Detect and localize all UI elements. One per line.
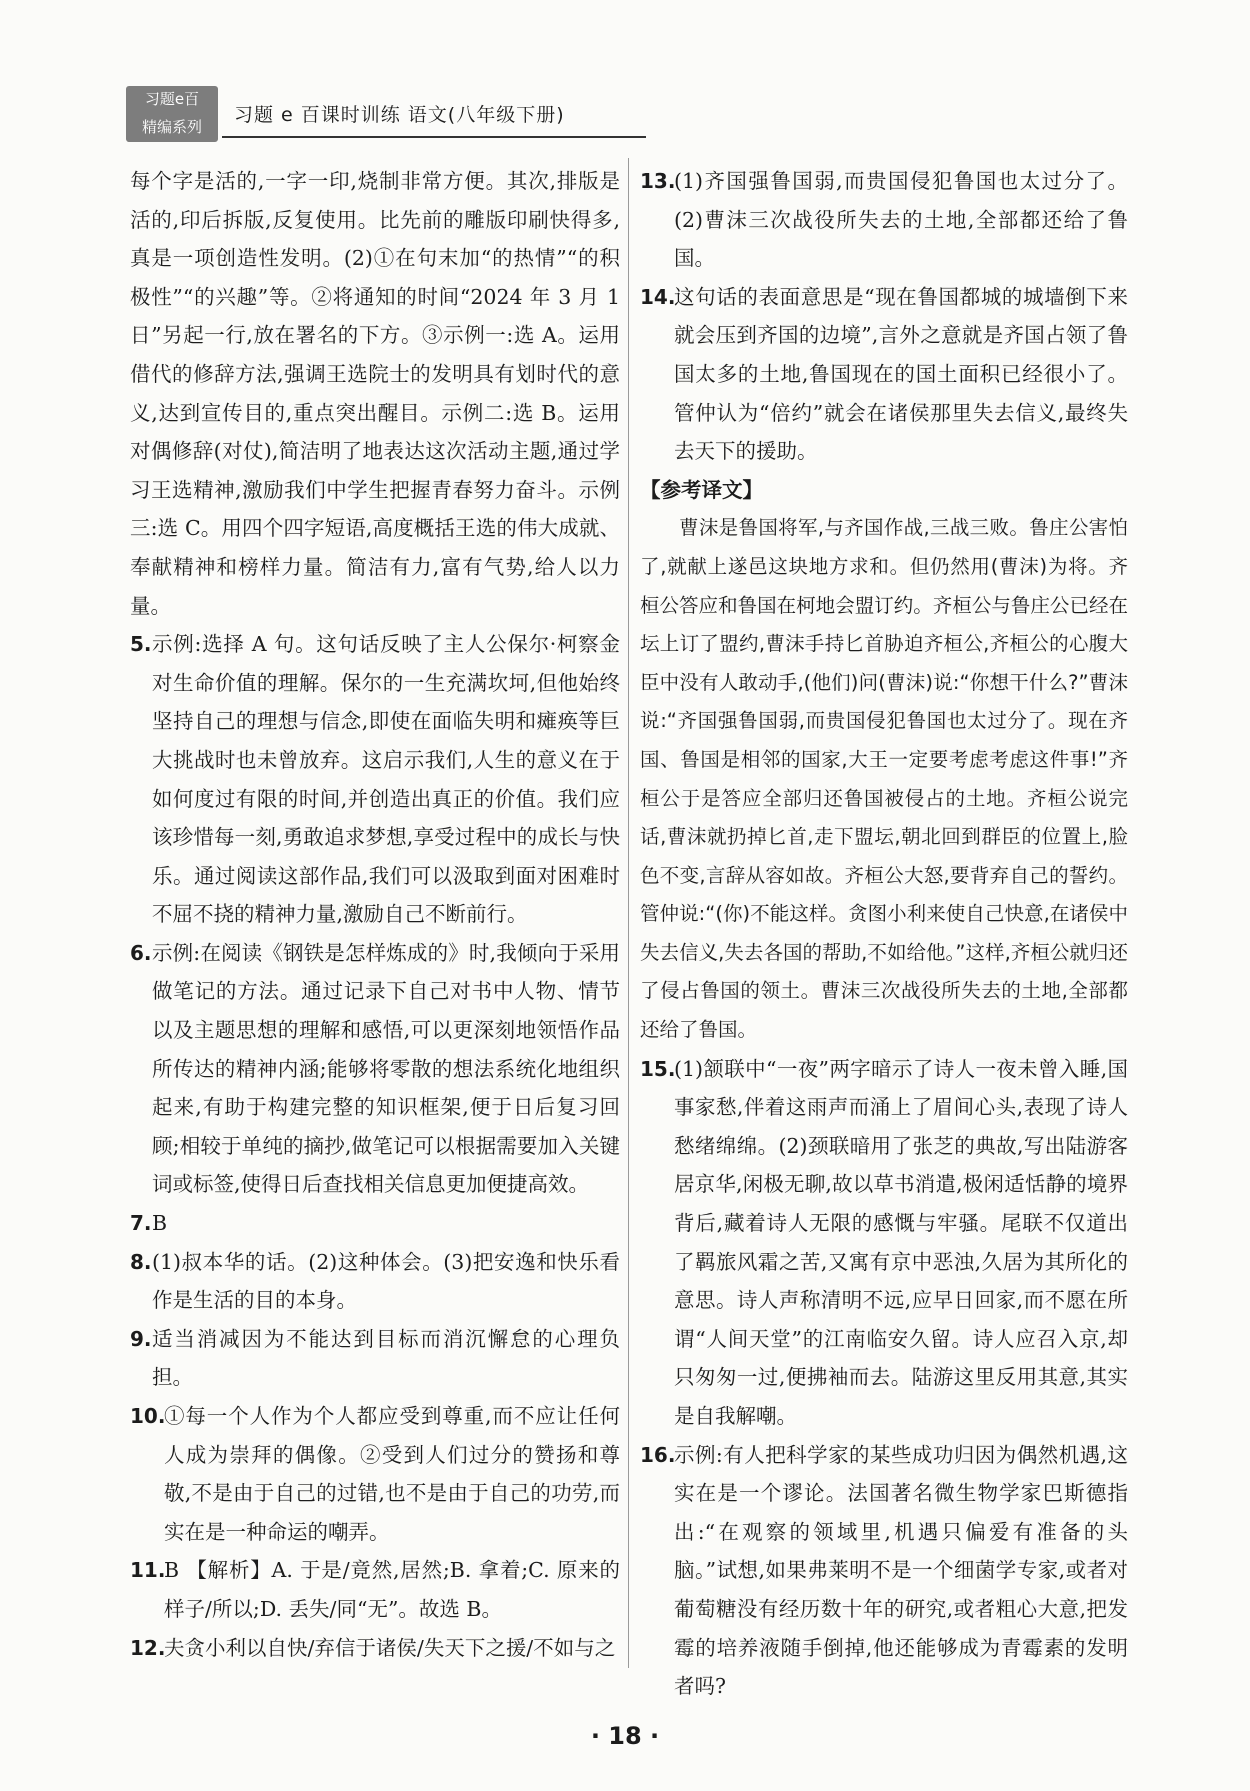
answer-number: 16. bbox=[640, 1442, 676, 1467]
answer-text: 这句话的表面意思是“现在鲁国都城的城墙倒下来就会压到齐国的边境”,言外之意就是齐国占领了鲁国太多的土地,鲁国现在的国土面积已经很小了。管仲认为“倍约”就会在诸侯那里失去信义,最终失去天下的援助。 bbox=[674, 284, 1128, 464]
continued-answer: 每个字是活的,一字一印,烧制非常方便。其次,排版是活的,印后拆版,反复使用。比先前的雕版印刷快得多,真是一项创造性发明。(2)①在句末加“的热情”“的积极性”“的兴趣”等。②将通知的时间“2024 年 3 月 1 日”另起一行,放在署名的下方。③示例一:选 A。运用借代的修辞方法,强调王选院士的发明具有划时代的意义,达到宣传目的,重点突出醒目。示例二:选 B。运用对偶修辞(对仗),简洁明了地表达这次活动主题,通过学习王选精神,激励我们中学生把握青春努力奋斗。示例三:选 C。用四个四字短语,高度概括王选的伟大成就、奉献精神和榜样力量。简洁有力,富有气势,给人以力量。 bbox=[130, 169, 620, 618]
book-title: 习题 e 百课时训练 语文(八年级下册) bbox=[234, 104, 565, 126]
answer-item bbox=[640, 1436, 1128, 1706]
answer-item bbox=[640, 278, 1128, 471]
answer-text: 夫贪小利以自快/弃信于诸侯/失天下之援/不如与之 bbox=[164, 1635, 616, 1660]
header-rule bbox=[222, 136, 646, 138]
section-heading: 【参考译文】 bbox=[640, 477, 763, 502]
answer-number: 13. bbox=[640, 169, 676, 193]
answer-text: 适当消减因为不能达到目标而消沉懈怠的心理负担。 bbox=[152, 1326, 620, 1390]
answer-item bbox=[130, 1320, 620, 1397]
answer-text: 示例:在阅读《钢铁是怎样炼成的》时,我倾向于采用做笔记的方法。通过记录下自己对书中人物、情节以及主题思想的理解和感悟,可以更深刻地领悟作品所传达的精神内涵;能够将零散的想法系统化地组织起来,有助于构建完整的知识框架,便于日后复习回顾;相较于单纯的摘抄,做笔记可以根据需要加入关键词或标签,使得日后查找相关信息更加便捷高效。 bbox=[152, 940, 620, 1197]
series-logo bbox=[126, 86, 218, 142]
answer-text: ①每一个人作为个人都应受到尊重,而不应让任何人成为崇拜的偶像。②受到人们过分的赞扬和尊敬,不是由于自己的过错,也不是由于自己的功劳,而实在是一种命运的嘲弄。 bbox=[164, 1404, 620, 1544]
page-header bbox=[126, 86, 646, 142]
answer-text: 示例:选择 A 句。这句话反映了主人公保尔·柯察金对生命价值的理解。保尔的一生充满坎坷,但他始终坚持自己的理想与信念,即使在面临失明和瘫痪等巨大挑战时也未曾放弃。这启示我们,人生的意义在于如何度过有限的时间,并创造出真正的价值。我们应该珍惜每一刻,勇敢追求梦想,享受过程中的成长与快乐。通过阅读这部作品,我们可以汲取到面对困难时不屈不挠的精神力量,激励自己不断前行。 bbox=[152, 632, 620, 927]
answer-number: 6. bbox=[130, 940, 152, 965]
answer-text: B bbox=[152, 1211, 168, 1236]
page-number: · 18 · bbox=[590, 1722, 660, 1750]
right-column bbox=[640, 162, 1128, 1706]
answer-number: 5. bbox=[130, 632, 152, 657]
answer-number: 10. bbox=[130, 1404, 166, 1428]
left-column bbox=[130, 162, 620, 1667]
answer-text: (1)齐国强鲁国弱,而贵国侵犯鲁国也太过分了。(2)曹沫三次战役所失去的土地,全部都还给了鲁国。 bbox=[674, 169, 1128, 271]
answer-item bbox=[130, 1204, 620, 1243]
reference-translation: 曹沫是鲁国将军,与齐国作战,三战三败。鲁庄公害怕了,就献上遂邑这块地方求和。但仍然用(曹沫)为将。齐桓公答应和鲁国在柯地会盟订约。齐桓公与鲁庄公已经在坛上订了盟约,曹沫手持匕首胁迫齐桓公,齐桓公的心腹大臣中没有人敢动手,(他们)问(曹沫)说:“你想干什么?”曹沫说:“齐国强鲁国弱,而贵国侵犯鲁国也太过分了。现在齐国、鲁国是相邻的国家,大王一定要考虑考虑这件事!”齐桓公于是答应全部归还鲁国被侵占的土地。齐桓公说完话,曹沫就扔掉匕首,走下盟坛,朝北回到群臣的位置上,脸色不变,言辞从容如故。齐桓公大怒,要背弃自己的誓约。管仲说:“(你)不能这样。贪图小利来使自己快意,在诸侯中失去信义,失去各国的帮助,不如给他。”这样,齐桓公就归还了侵占鲁国的领土。曹沫三次战役所失去的土地,全部都还给了鲁国。 bbox=[640, 516, 1128, 1042]
answer-item bbox=[640, 1050, 1128, 1436]
logo-line-bottom: 精编系列 bbox=[141, 118, 202, 136]
logo-line-top: 习题e百 bbox=[144, 90, 200, 108]
answer-item bbox=[640, 162, 1128, 278]
answer-number: 8. bbox=[130, 1249, 152, 1274]
column-divider bbox=[628, 158, 629, 1668]
answer-number: 14. bbox=[640, 284, 676, 309]
answer-item bbox=[130, 934, 620, 1204]
answer-item bbox=[130, 625, 620, 934]
answer-item bbox=[130, 1629, 620, 1668]
answer-text: (1)颔联中“一夜”两字暗示了诗人一夜未曾入睡,国事家愁,伴着这雨声而涌上了眉间心头,表现了诗人愁绪绵绵。(2)颈联暗用了张芝的典故,写出陆游客居京华,闲极无聊,故以草书消遣,极闲适恬静的境界背后,藏着诗人无限的感慨与牢骚。尾联不仅道出了羁旅风霜之苦,又寓有京中恶浊,久居为其所化的意思。诗人声称清明不远,应早日回家,而不愿在所谓“人间天堂”的江南临安久留。诗人应召入京,却只匆匆一过,便拂袖而去。陆游这里反用其意,其实是自我解嘲。 bbox=[674, 1056, 1128, 1428]
answer-number: 15. bbox=[640, 1056, 676, 1081]
answer-number: 9. bbox=[130, 1326, 152, 1351]
answer-text: B 【解析】A. 于是/竟然,居然;B. 拿着;C. 原来的样子/所以;D. 丢失/同“无”。故选 B。 bbox=[164, 1558, 620, 1621]
answer-number: 11. bbox=[130, 1558, 166, 1583]
answer-item bbox=[130, 1397, 620, 1551]
answer-item bbox=[130, 1243, 620, 1320]
answer-text: (1)叔本华的话。(2)这种体会。(3)把安逸和快乐看作是生活的目的本身。 bbox=[152, 1249, 620, 1313]
answer-text: 示例:有人把科学家的某些成功归因为偶然机遇,这实在是一个谬论。法国著名微生物学家巴斯德指出:“在观察的领域里,机遇只偏爱有准备的头脑。”试想,如果弗莱明不是一个细菌学专家,或者对葡萄糖没有经历数十年的研究,或者粗心大意,把发霉的培养液随手倒掉,他还能够成为青霉素的发明者吗? bbox=[674, 1442, 1128, 1699]
answer-item bbox=[130, 1551, 620, 1628]
answer-number: 7. bbox=[130, 1211, 152, 1236]
answer-number: 12. bbox=[130, 1635, 166, 1660]
